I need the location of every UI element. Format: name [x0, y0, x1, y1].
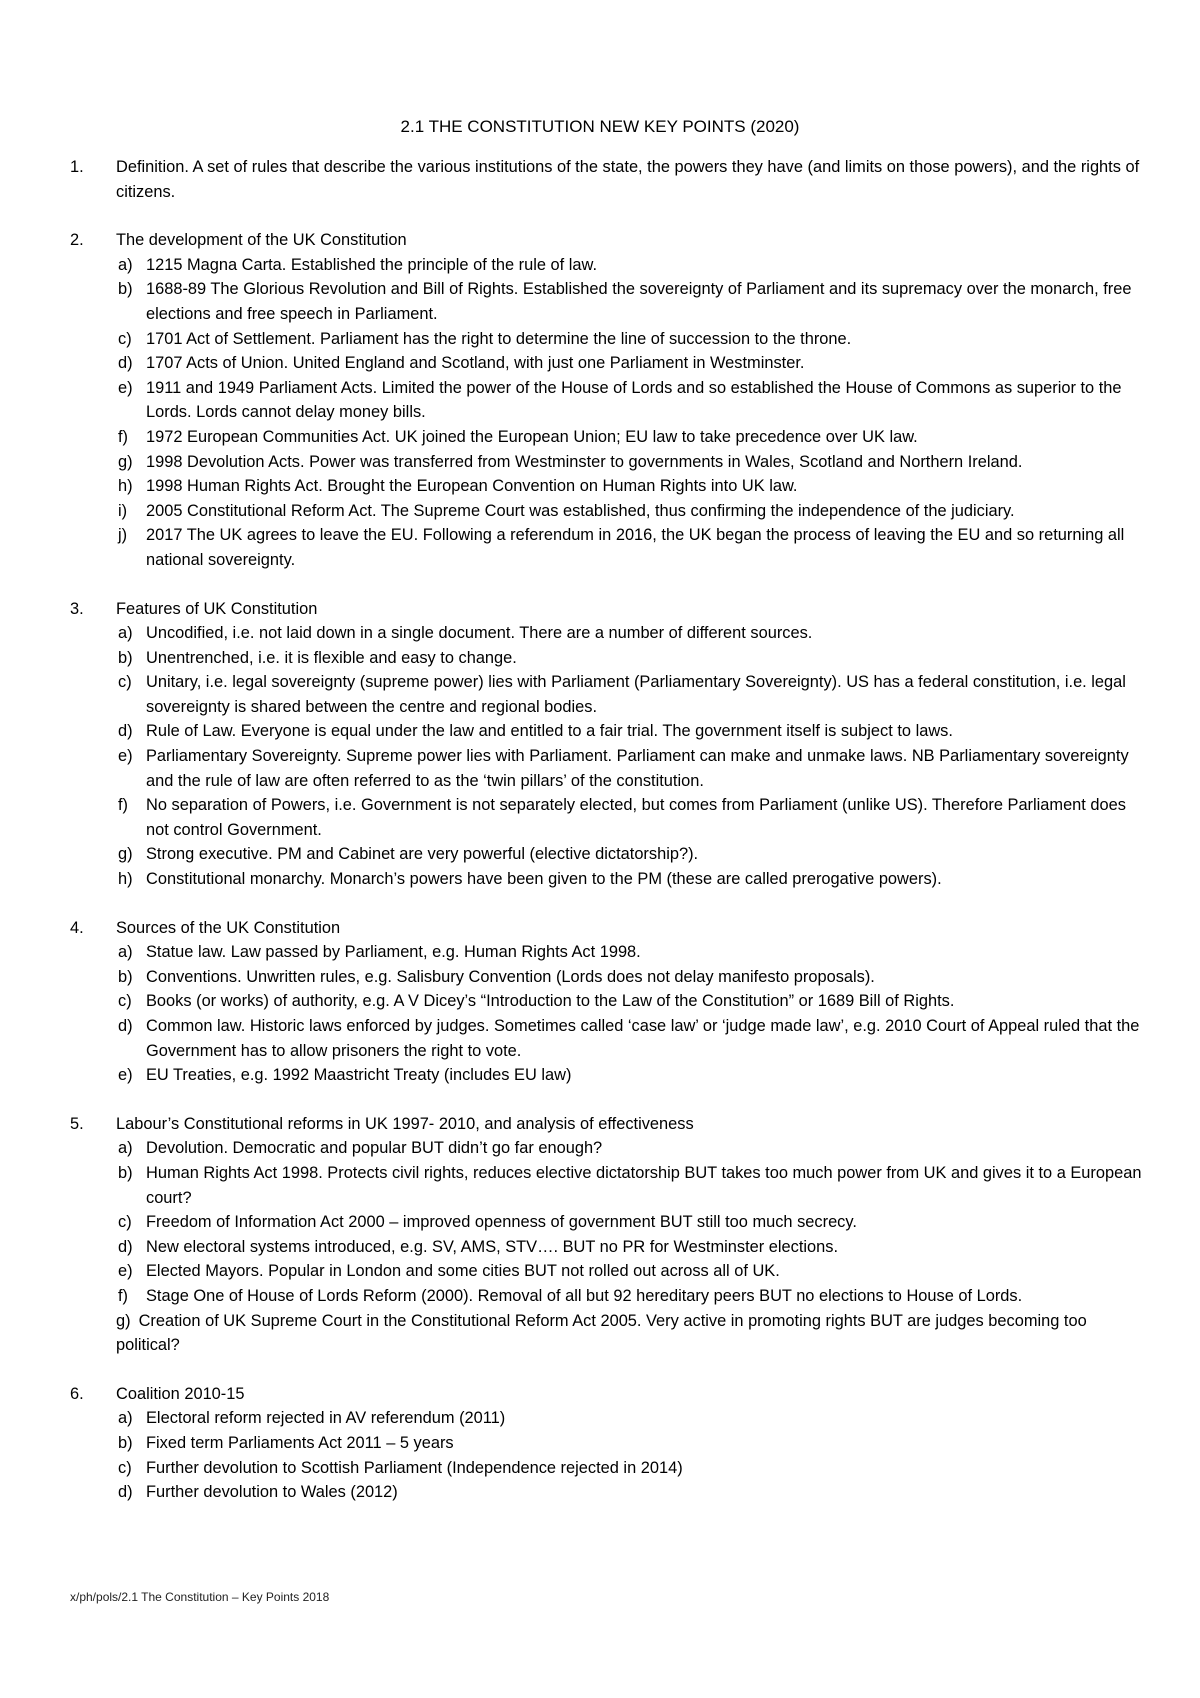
list-item-text: Further devolution to Wales (2012) — [146, 1483, 398, 1502]
section-2 — [70, 228, 1150, 572]
list-item-text: Uncodified, i.e. not laid down in a single document. There are a number of different sources. — [146, 624, 813, 643]
list-item-text: Unitary, i.e. legal sovereignty (supreme power) lies with Parliament (Parliamentary Sovereignty). US has a federal constitution, i.e. legal sovereignty is shared between the centre and regional bodies. — [146, 673, 1126, 716]
list-item-text: 1688-89 The Glorious Revolution and Bill of Rights. Established the sovereignty of Parliament and its supremacy over the monarch, free elections and free speech in Parliament. — [146, 280, 1132, 323]
list-item — [70, 499, 1150, 524]
list-item — [70, 670, 1150, 719]
section-item-list — [70, 1406, 1150, 1504]
list-item-marker: d) — [118, 1017, 133, 1035]
list-item-marker: h) — [118, 477, 133, 496]
section-heading-text: Labour’s Constitutional reforms in UK 1997- 2010, and analysis of effectiveness — [116, 1114, 694, 1133]
list-item-marker: d) — [118, 1483, 133, 1502]
list-item-marker: g) — [118, 452, 133, 471]
list-item-text: Books (or works) of authority, e.g. A V Dicey’s “Introduction to the Law of the Constitution” or 1689 Bill of Rights. — [146, 992, 955, 1011]
list-item-marker: j) — [118, 526, 128, 545]
list-item-text: Unentrenched, i.e. it is flexible and easy to change. — [146, 648, 517, 667]
section-heading — [70, 597, 1150, 622]
list-item — [70, 744, 1150, 793]
section-heading — [70, 155, 1150, 204]
list-item-text: Stage One of House of Lords Reform (2000). Removal of all but 92 hereditary peers BUT no elections to House of Lords. — [146, 1286, 1023, 1305]
list-item — [70, 842, 1150, 867]
section-item-list — [70, 940, 1150, 1088]
list-item-marker: e) — [118, 1262, 133, 1281]
list-item-marker: c) — [118, 992, 132, 1011]
list-item — [70, 277, 1150, 326]
section-1 — [70, 155, 1150, 204]
section-4 — [70, 916, 1150, 1088]
list-item — [70, 965, 1150, 990]
list-item-marker: b) — [118, 280, 133, 299]
list-item-marker: g) — [118, 845, 133, 864]
list-item-text: Statue law. Law passed by Parliament, e.g. Human Rights Act 1998. — [146, 943, 641, 962]
list-item-text: 1911 and 1949 Parliament Acts. Limited the power of the House of Lords and so established the House of Commons as superior to the Lords. Lords cannot delay money bills. — [146, 378, 1122, 422]
section-3 — [70, 597, 1150, 892]
section-heading-text: Sources of the UK Constitution — [116, 918, 341, 937]
section-heading — [70, 1382, 1150, 1407]
list-item-marker: a) — [118, 624, 133, 643]
list-item-text: 1701 Act of Settlement. Parliament has the right to determine the line of succession to the throne. — [146, 329, 852, 348]
section-number: 3. — [70, 599, 84, 618]
list-item — [70, 1014, 1150, 1063]
list-item — [70, 1431, 1150, 1456]
list-item — [70, 327, 1150, 352]
list-item — [70, 989, 1150, 1014]
list-item — [70, 646, 1150, 671]
list-item-marker: d) — [118, 722, 133, 741]
list-item-marker: c) — [118, 1458, 132, 1477]
list-item — [70, 376, 1150, 425]
list-item — [70, 1480, 1150, 1505]
list-item-text: 1707 Acts of Union. United England and Scotland, with just one Parliament in Westminster. — [146, 354, 805, 373]
list-item-text: Devolution. Democratic and popular BUT didn’t go far enough? — [146, 1139, 603, 1158]
list-item-marker: a) — [118, 1139, 133, 1158]
list-item-text: 1998 Devolution Acts. Power was transferred from Westminster to governments in Wales, Scotland and Northern Ireland. — [146, 452, 1023, 471]
list-item — [70, 621, 1150, 646]
list-item-marker: b) — [118, 967, 133, 986]
page-footer: x/ph/pols/2.1 The Constitution – Key Points 2018 — [70, 1590, 330, 1604]
list-item-marker: c) — [118, 1213, 132, 1232]
list-item — [70, 351, 1150, 376]
list-item-marker: a) — [118, 255, 133, 274]
list-item-text: Human Rights Act 1998. Protects civil rights, reduces elective dictatorship BUT takes too much power from UK and gives it to a European court? — [146, 1163, 1142, 1207]
list-item-text: Common law. Historic laws enforced by judges. Sometimes called ‘case law’ or ‘judge made law’, e.g. 2010 Court of Appeal ruled that the Government has to allow prisoners the right to vote. — [146, 1017, 1140, 1060]
list-item-marker: a) — [118, 943, 133, 962]
list-item-marker: i) — [118, 501, 128, 520]
list-item-text: 2005 Constitutional Reform Act. The Supreme Court was established, thus confirming the independence of the judiciary. — [146, 501, 1015, 520]
list-item-text: Parliamentary Sovereignty. Supreme power lies with Parliament. Parliament can make and unmake laws. NB Parliamentary sovereignty and the rule of law are often referred to as the ‘twin pillars’ of the constitution. — [146, 747, 1129, 790]
list-item-text: New electoral systems introduced, e.g. SV, AMS, STV…. BUT no PR for Westminster elections. — [146, 1237, 839, 1256]
list-item-marker: b) — [118, 1433, 133, 1452]
list-item-marker: e) — [118, 1066, 133, 1085]
list-item-marker: b) — [118, 1163, 133, 1182]
section-6 — [70, 1382, 1150, 1505]
list-item — [70, 1063, 1150, 1088]
list-item-text: Strong executive. PM and Cabinet are very powerful (elective dictatorship?). — [146, 845, 699, 864]
section-number: 6. — [70, 1384, 84, 1403]
list-item — [70, 1235, 1150, 1260]
document-title: 2.1 THE CONSTITUTION NEW KEY POINTS (2020) — [400, 117, 800, 136]
list-item — [70, 1309, 1150, 1358]
list-item — [70, 253, 1150, 278]
list-item — [70, 1456, 1150, 1481]
list-item — [70, 867, 1150, 892]
list-item — [70, 1406, 1150, 1431]
section-heading-text: Definition. A set of rules that describe the various institutions of the state, the powers they have (and limits on those powers), and the rights of citizens. — [116, 158, 1140, 201]
section-heading — [70, 228, 1150, 253]
list-item — [70, 793, 1150, 842]
list-item — [70, 1210, 1150, 1235]
section-item-list — [70, 621, 1150, 892]
list-item-marker: e) — [118, 747, 133, 766]
list-item — [70, 1161, 1150, 1210]
list-item-text: Fixed term Parliaments Act 2011 – 5 years — [146, 1433, 454, 1452]
list-item-text: 1215 Magna Carta. Established the principle of the rule of law. — [146, 255, 598, 274]
list-item-text: Elected Mayors. Popular in London and some cities BUT not rolled out across all of UK. — [146, 1262, 780, 1281]
list-item-text: No separation of Powers, i.e. Government is not separately elected, but comes from Parliament (unlike US). Therefore Parliament does not control Government. — [146, 796, 1126, 839]
section-heading — [70, 1112, 1150, 1137]
list-item-text: 1972 European Communities Act. UK joined the European Union; EU law to take precedence over UK law. — [146, 427, 918, 446]
list-item-marker: e) — [118, 378, 133, 397]
list-item-marker: g) — [116, 1311, 131, 1330]
list-item — [70, 425, 1150, 450]
list-item-text: EU Treaties, e.g. 1992 Maastricht Treaty (includes EU law) — [146, 1066, 572, 1085]
list-item-text: 2017 The UK agrees to leave the EU. Following a referendum in 2016, the UK began the process of leaving the EU and so returning all national sovereignty. — [146, 526, 1125, 569]
list-item — [70, 523, 1150, 572]
section-item-list — [70, 1136, 1150, 1357]
list-item-text: Creation of UK Supreme Court in the Constitutional Reform Act 2005. Very active in promoting rights BUT are judges becoming too political? — [116, 1311, 1087, 1355]
list-item-marker: h) — [118, 870, 133, 889]
section-number: 5. — [70, 1114, 84, 1133]
list-item-marker: c) — [118, 329, 132, 348]
list-item-marker: d) — [118, 354, 133, 373]
list-item-marker: a) — [118, 1409, 133, 1428]
section-heading-text: Features of UK Constitution — [116, 599, 318, 618]
document-body — [70, 155, 1150, 1529]
list-item-text: Electoral reform rejected in AV referendum (2011) — [146, 1409, 506, 1428]
list-item-text: Conventions. Unwritten rules, e.g. Salisbury Convention (Lords does not delay manifesto proposals). — [146, 967, 875, 986]
list-item-text: 1998 Human Rights Act. Brought the European Convention on Human Rights into UK law. — [146, 477, 798, 496]
list-item — [70, 1284, 1150, 1309]
list-item-marker: f) — [118, 796, 129, 815]
section-heading-text: The development of the UK Constitution — [116, 231, 407, 250]
section-heading — [70, 916, 1150, 941]
list-item — [70, 474, 1150, 499]
list-item-marker: b) — [118, 648, 133, 667]
list-item-text: Rule of Law. Everyone is equal under the law and entitled to a fair trial. The government itself is subject to laws. — [146, 722, 953, 741]
section-number: 4. — [70, 918, 84, 937]
section-number: 2. — [70, 231, 84, 250]
section-heading-text: Coalition 2010-15 — [116, 1384, 245, 1403]
list-item-marker: f) — [118, 1286, 129, 1305]
list-item — [70, 1259, 1150, 1284]
list-item-text: Further devolution to Scottish Parliament (Independence rejected in 2014) — [146, 1458, 683, 1477]
list-item-text: Freedom of Information Act 2000 – improved openness of government BUT still too much secrecy. — [146, 1213, 857, 1232]
list-item — [70, 940, 1150, 965]
section-number: 1. — [70, 158, 84, 176]
list-item-marker: f) — [118, 427, 129, 446]
list-item-text: Constitutional monarchy. Monarch’s powers have been given to the PM (these are called prerogative powers). — [146, 870, 942, 889]
section-item-list — [70, 253, 1150, 573]
section-5 — [70, 1112, 1150, 1358]
list-item — [70, 719, 1150, 744]
list-item — [70, 1136, 1150, 1161]
list-item-marker: d) — [118, 1237, 133, 1256]
list-item — [70, 450, 1150, 475]
list-item-marker: c) — [118, 673, 132, 692]
